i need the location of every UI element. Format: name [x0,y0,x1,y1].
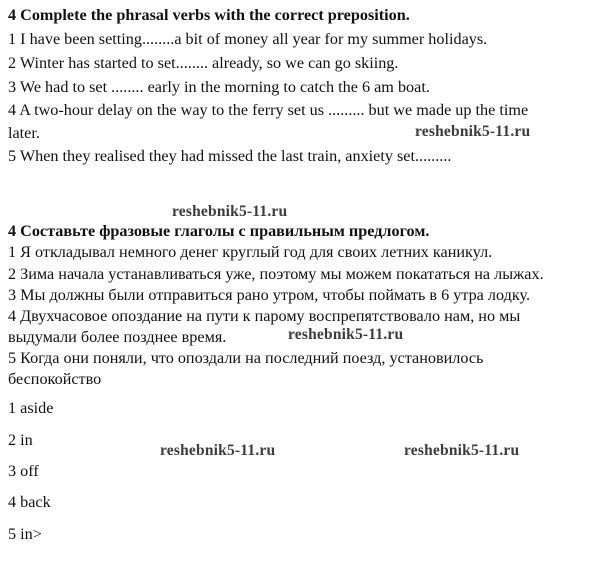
english-item-5: 5 When they realised they had missed the last train, anxiety set......... [8,147,452,165]
answer-3: 3 off [8,462,39,480]
russian-heading: 4 Составьте фразовые глаголы с правильным предлогом. [8,222,430,240]
watermark: reshebnik5-11.ru [415,123,531,140]
english-item-4-continued: later. [8,124,40,142]
english-item-4: 4 A two-hour delay on the way to the ferry set us ......... but we made up the time [8,101,529,119]
russian-item-3: 3 Мы должны были отправиться рано утром, чтобы поймать в 6 утра лодку. [8,286,531,304]
answer-2: 2 in [8,431,33,449]
watermark: reshebnik5-11.ru [404,442,520,459]
russian-item-4-continued: выдумали более позднее время. [8,328,227,346]
russian-item-1: 1 Я откладывал немного денег круглый год для своих летних каникул. [8,243,493,261]
answer-5: 5 in> [8,525,42,543]
russian-item-5: 5 Когда они поняли, что опоздали на последний поезд, установилось [8,349,484,367]
answer-1: 1 aside [8,399,54,417]
russian-item-2: 2 Зима начала устанавливаться уже, поэтому мы можем покататься на лыжах. [8,265,544,283]
english-item-3: 3 We had to set ........ early in the morning to catch the 6 am boat. [8,78,430,96]
english-heading: 4 Complete the phrasal verbs with the correct preposition. [8,6,410,24]
english-item-1: 1 I have been setting........a bit of money all year for my summer holidays. [8,30,488,48]
watermark: reshebnik5-11.ru [160,442,276,459]
watermark: reshebnik5-11.ru [288,326,404,343]
russian-item-5-continued: беспокойство [8,370,102,388]
watermark: reshebnik5-11.ru [172,203,288,220]
english-item-2: 2 Winter has started to set........ already, so we can go skiing. [8,54,399,72]
answer-4: 4 back [8,493,51,511]
russian-item-4: 4 Двухчасовое опоздание на пути к парому воспрепятствовало нам, но мы [8,307,521,325]
